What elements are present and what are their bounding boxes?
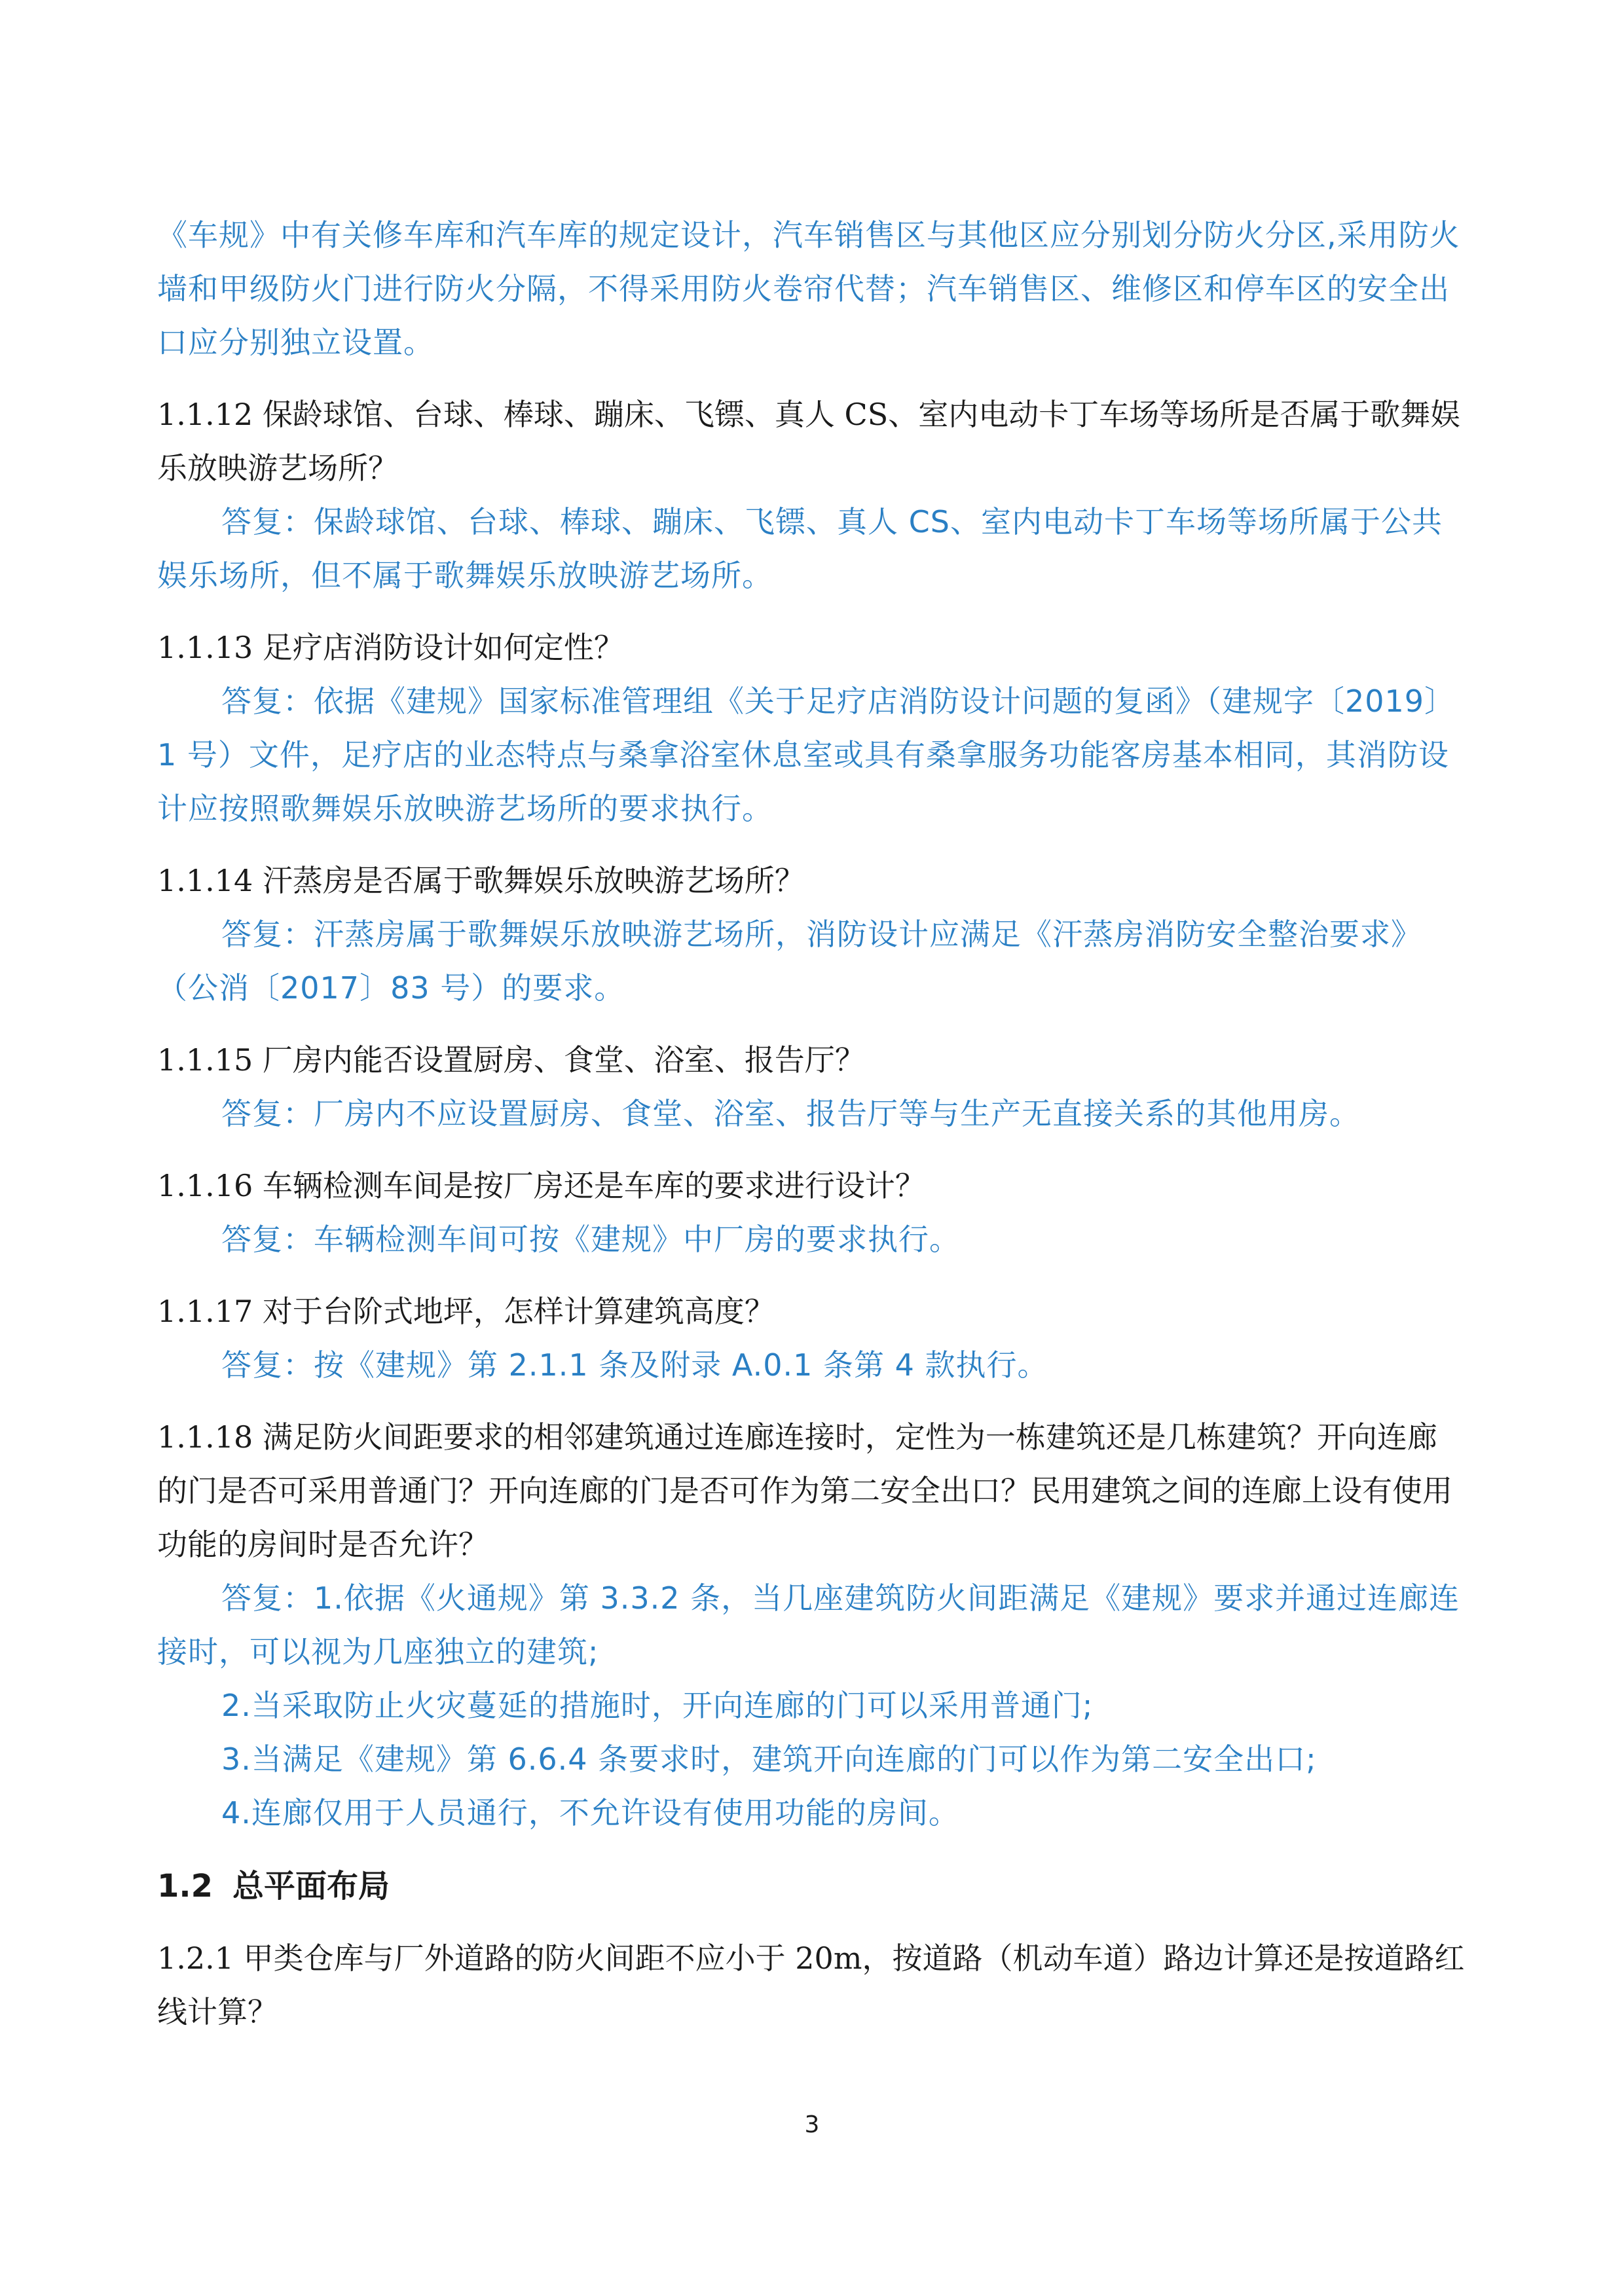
section-number: 1.2 [157,1868,213,1904]
question-1-1-13: 1.1.13 足疗店消防设计如何定性？ [157,630,624,665]
answer-1-1-14: 答复：汗蒸房属于歌舞娱乐放映游艺场所，消防设计应满足《汗蒸房消防安全整治要求》（公消〔2017〕83 号）的要求。 [157,917,1422,1006]
answer-1-1-18-item-2: 2.当采取防止火灾蔓延的措施时，开向连廊的门可以采用普通门; [221,1688,1094,1723]
answer-1-1-17: 答复：按《建规》第 2.1.1 条及附录 A.0.1 条第 4 款执行。 [221,1347,1048,1383]
question-1-1-18: 1.1.18 满足防火间距要求的相邻建筑通过连廊连接时，定性为一栋建筑还是几栋建筑？开向连廊的门是否可采用普通门？开向连廊的门是否可作为第二安全出口？民用建筑之间的连廊上设有使用功能的房间时是否允许？ [157,1419,1452,1562]
question-1-2-1: 1.2.1 甲类仓库与厂外道路的防火间距不应小于 20m，按道路（机动车道）路边计算还是按道路红线计算？ [157,1941,1465,2030]
answer-1-1-18-item-3: 3.当满足《建规》第 6.6.4 条要求时，建筑开向连廊的门可以作为第二安全出口; [221,1741,1317,1777]
answer-1-1-13: 答复：依据《建规》国家标准管理组《关于足疗店消防设计问题的复函》（建规字〔2019〕1 号）文件，足疗店的业态特点与桑拿浴室休息室或具有桑拿服务功能客房基本相同，其消防设计应按照歌舞娱乐放映游艺场所的要求执行。 [157,683,1456,826]
answer-1-1-16: 答复：车辆检测车间可按《建规》中厂房的要求执行。 [221,1222,960,1257]
answer-continuation: 《车规》中有关修车库和汽车库的规定设计，汽车销售区与其他区应分别划分防火分区,采用防火墙和甲级防火门进行防火分隔，不得采用防火卷帘代替；汽车销售区、维修区和停车区的安全出口应分别独立设置。 [157,217,1460,360]
question-1-1-14: 1.1.14 汗蒸房是否属于歌舞娱乐放映游艺场所？ [157,863,805,898]
answer-1-1-15: 答复：厂房内不应设置厨房、食堂、浴室、报告厅等与生产无直接关系的其他用房。 [221,1096,1360,1131]
question-1-1-17: 1.1.17 对于台阶式地坪，怎样计算建筑高度？ [157,1294,775,1329]
answer-1-1-12: 答复：保龄球馆、台球、棒球、蹦床、飞镖、真人 CS、室内电动卡丁车场等场所属于公共娱乐场所，但不属于歌舞娱乐放映游艺场所。 [157,504,1443,593]
question-1-1-16: 1.1.16 车辆检测车间是按厂房还是车库的要求进行设计？ [157,1168,925,1203]
page-number: 3 [804,2111,820,2138]
section-title: 总平面布局 [232,1868,390,1904]
question-1-1-15: 1.1.15 厂房内能否设置厨房、食堂、浴室、报告厅？ [157,1042,865,1078]
section-heading [157,1859,1467,1913]
answer-1-1-18-item-1: 答复：1.依据《火通规》第 3.3.2 条，当几座建筑防火间距满足《建规》要求并通过连廊连接时，可以视为几座独立的建筑; [157,1580,1460,1669]
document-page [157,208,1467,2039]
question-1-1-12: 1.1.12 保龄球馆、台球、棒球、蹦床、飞镖、真人 CS、室内电动卡丁车场等场所是否属于歌舞娱乐放映游艺场所？ [157,397,1461,486]
answer-1-1-18-item-4: 4.连廊仅用于人员通行，不允许设有使用功能的房间。 [221,1795,959,1831]
